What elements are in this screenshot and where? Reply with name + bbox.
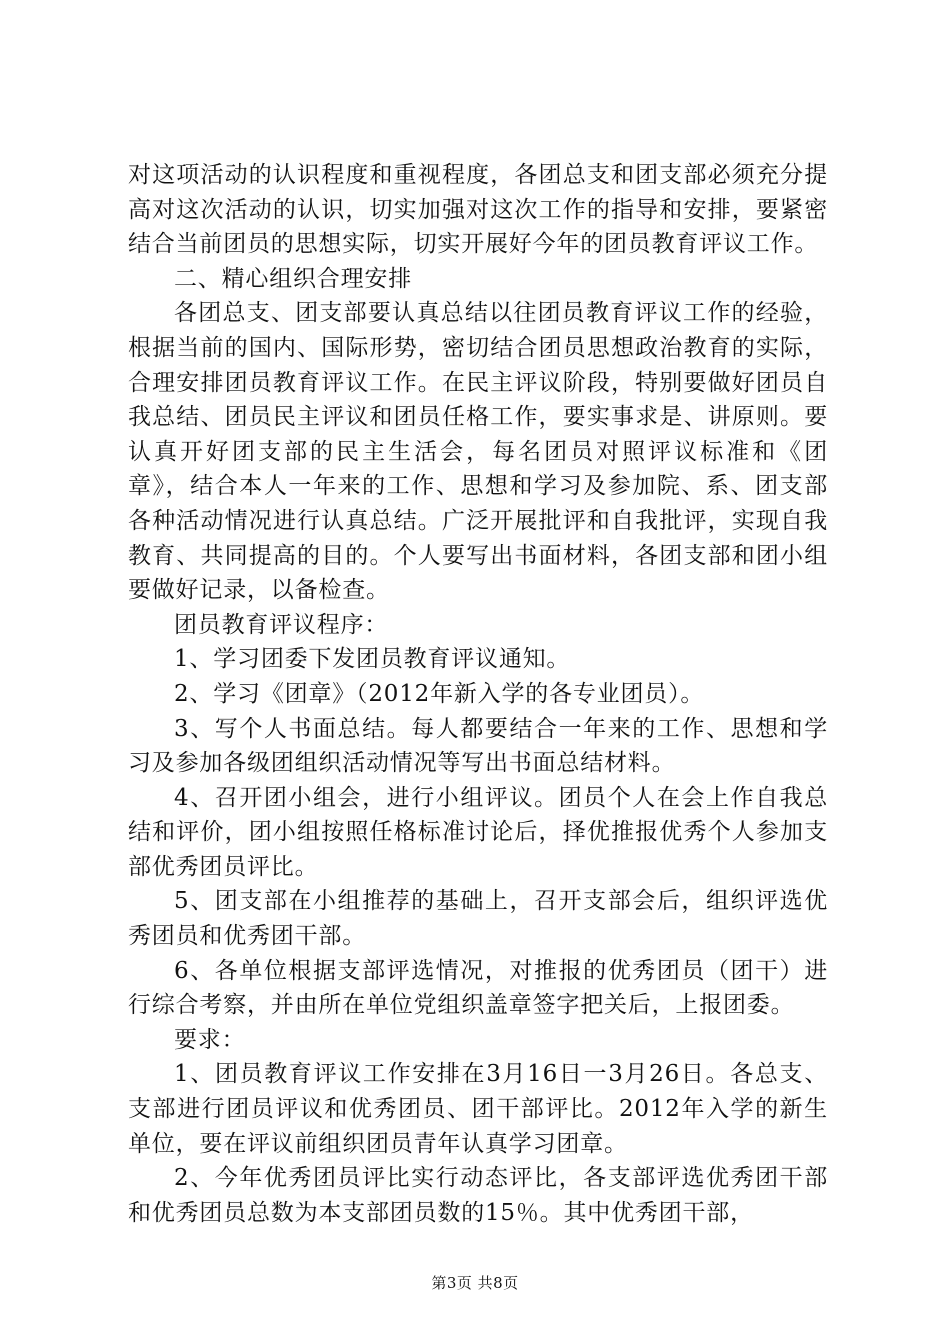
procedure-step-1: 1、学习团委下发团员教育评议通知。 xyxy=(174,646,571,673)
procedure-heading: 团员教育评议程序： xyxy=(174,611,389,638)
paragraph-continuation: 对这项活动的认识程度和重视程度，各团总支和团支部必须充分提高对这次活动的认识，切实加强对这次工作的指导和安排，要紧密结合当前团员的思想实际，切实开展好今年的团员教育评议工作。 xyxy=(128,162,828,258)
requirement-2: 2、今年优秀团员评比实行动态评比，各支部评选优秀团干部和优秀团员总数为本支部团员数的15％。其中优秀团干部， xyxy=(128,1165,828,1226)
requirements-heading: 要求： xyxy=(174,1026,246,1053)
page-number-footer: 第3页 共8页 xyxy=(431,1274,519,1292)
procedure-step-4: 4、召开团小组会，进行小组评议。团员个人在会上作自我总结和评价，团小组按照任格标准讨论后，择优推报优秀个人参加支部优秀团员评比。 xyxy=(128,784,828,880)
procedure-step-2: 2、学习《团章》（2012年新入学的各专业团员）。 xyxy=(174,680,705,707)
paragraph-organize-details: 各团总支、团支部要认真总结以往团员教育评议工作的经验，根据当前的国内、国际形势，密切结合团员思想政治教育的实际，合理安排团员教育评议工作。在民主评议阶段，特别要做好团员自我总结、团员民主评议和团员任格工作，要实事求是、讲原则。要认真开好团支部的民主生活会，每名团员对照评议标准和《团章》，结合本人一年来的工作、思想和学习及参加院、系、团支部各种活动情况进行认真总结。广泛开展批评和自我批评，实现自我教育、共同提高的目的。个人要写出书面材料，各团支部和团小组要做好记录，以备检查。 xyxy=(128,300,828,604)
section-heading-organize: 二、精心组织合理安排 xyxy=(174,265,412,292)
procedure-step-3: 3、写个人书面总结。每人都要结合一年来的工作、思想和学习及参加各级团组织活动情况等写出书面总结材料。 xyxy=(128,715,828,777)
procedure-step-5: 5、团支部在小组推荐的基础上，召开支部会后，组织评选优秀团员和优秀团干部。 xyxy=(128,888,828,950)
requirement-1: 1、团员教育评议工作安排在3月16日一3月26日。各总支、支部进行团员评议和优秀团员、团干部评比。2012年入学的新生单位，要在评议前组织团员青年认真学习团章。 xyxy=(128,1061,828,1157)
procedure-step-6: 6、各单位根据支部评选情况，对推报的优秀团员（团干）进行综合考察，并由所在单位党组织盖章签字把关后，上报团委。 xyxy=(128,957,828,1019)
document-body xyxy=(128,158,828,1230)
